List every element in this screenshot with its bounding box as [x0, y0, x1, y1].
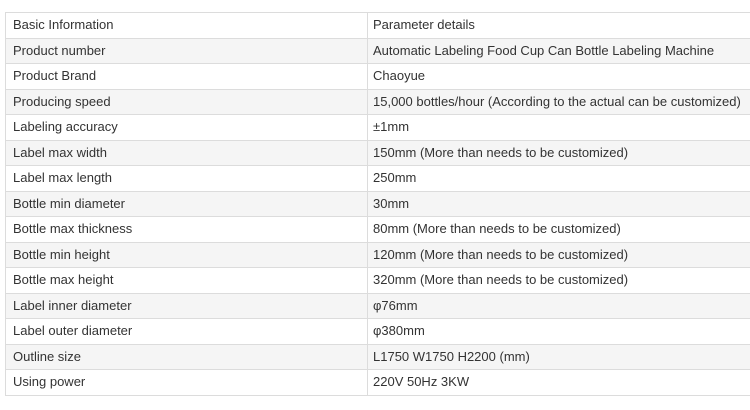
- row-label: Product Brand: [6, 64, 368, 90]
- table-row: [6, 344, 750, 370]
- row-value: 15,000 bottles/hour (According to the actual can be customized): [368, 89, 750, 115]
- row-label: Label max length: [6, 166, 368, 192]
- row-value: 220V 50Hz 3KW: [368, 370, 750, 396]
- row-label: Producing speed: [6, 89, 368, 115]
- row-value: ±1mm: [368, 115, 750, 141]
- row-label: Label max width: [6, 140, 368, 166]
- row-value: 150mm (More than needs to be customized): [368, 140, 750, 166]
- table-row: [6, 115, 750, 141]
- row-label: Bottle min diameter: [6, 191, 368, 217]
- row-value: 80mm (More than needs to be customized): [368, 217, 750, 243]
- row-label: Label inner diameter: [6, 293, 368, 319]
- table-row: [6, 140, 750, 166]
- table-row: [6, 242, 750, 268]
- row-value: 30mm: [368, 191, 750, 217]
- row-value: 320mm (More than needs to be customized): [368, 268, 750, 294]
- table-row: [6, 370, 750, 396]
- table-row: [6, 191, 750, 217]
- row-label: Using power: [6, 370, 368, 396]
- row-label: Labeling accuracy: [6, 115, 368, 141]
- row-value: φ380mm: [368, 319, 750, 345]
- row-value: Automatic Labeling Food Cup Can Bottle Labeling Machine: [368, 38, 750, 64]
- row-value: φ76mm: [368, 293, 750, 319]
- table-header-row: [6, 13, 750, 39]
- header-value-cell: Parameter details: [368, 13, 750, 39]
- row-value: 120mm (More than needs to be customized): [368, 242, 750, 268]
- row-label: Label outer diameter: [6, 319, 368, 345]
- table-row: [6, 166, 750, 192]
- row-value: L1750 W1750 H2200 (mm): [368, 344, 750, 370]
- table-row: [6, 38, 750, 64]
- row-label: Product number: [6, 38, 368, 64]
- table-row: [6, 64, 750, 90]
- table-row: [6, 217, 750, 243]
- table-row: [6, 89, 750, 115]
- table-row: [6, 319, 750, 345]
- table-row: [6, 268, 750, 294]
- table-row: [6, 293, 750, 319]
- row-label: Bottle max height: [6, 268, 368, 294]
- row-value: Chaoyue: [368, 64, 750, 90]
- row-value: 250mm: [368, 166, 750, 192]
- row-label: Bottle max thickness: [6, 217, 368, 243]
- spec-table: [5, 12, 750, 396]
- row-label: Outline size: [6, 344, 368, 370]
- row-label: Bottle min height: [6, 242, 368, 268]
- header-label-cell: Basic Information: [6, 13, 368, 39]
